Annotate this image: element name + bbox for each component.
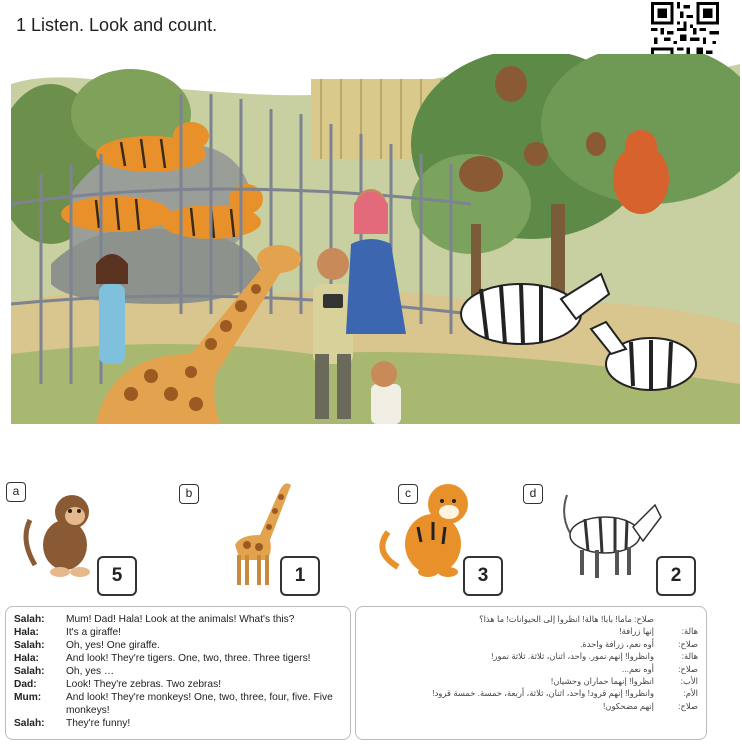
speaker: صلاح:: [678, 663, 698, 674]
line-text: Look! They're zebras. Two zebras!: [66, 679, 222, 690]
count-box-d[interactable]: 2: [656, 556, 696, 596]
dialogue-line: [364, 613, 698, 625]
speaker: الأب:: [680, 676, 698, 687]
zoo-scene-illustration: [11, 54, 740, 424]
line-text: وانظروا! إنهم نمور. واحد، اثنان، ثلاثة. ثلاثة نمور!: [491, 651, 654, 662]
page-title: 1 Listen. Look and count.: [16, 15, 218, 35]
line-text: Oh, yes! One giraffe.: [66, 640, 160, 651]
dialogue-line: [14, 665, 342, 678]
speaker: هالة:: [681, 651, 698, 662]
dialogue-line: [14, 626, 342, 639]
speaker: Salah:: [14, 614, 45, 625]
dialogue-english: [5, 606, 351, 740]
line-text: إنها زرافة!: [619, 626, 654, 637]
line-text: It's a giraffe!: [66, 627, 121, 638]
option-letter-d: d: [523, 484, 543, 504]
speaker: Hala:: [14, 653, 39, 664]
dialogue-line: [14, 717, 342, 730]
speaker: صلاح:: [678, 638, 698, 649]
dialogue-line: [364, 663, 698, 675]
speaker: [654, 613, 698, 625]
animal-options: [0, 470, 742, 595]
speaker: Mum:: [14, 692, 42, 703]
option-letter-b: b: [179, 484, 199, 504]
line-text: And look! They're tigers. One, two, three. Three tigers!: [66, 653, 311, 664]
line-text: إنهم مضحكون!: [602, 700, 654, 711]
line-text: صلاح: ماما! بابا! هالة! انظروا إلى الحيوانات! ما هذا؟: [479, 614, 654, 624]
option-letter-a: a: [6, 482, 26, 502]
dialogue-line: [364, 638, 698, 650]
line-text: They're funny!: [66, 718, 131, 729]
dialogue-line: [364, 625, 698, 637]
dialogue-line: [14, 652, 342, 665]
option-letter-c: c: [398, 484, 418, 504]
dialogue-line: [364, 650, 698, 662]
count-box-b[interactable]: 1: [280, 556, 320, 596]
dialogue-line: [364, 675, 698, 687]
zebra-icon: [555, 475, 665, 583]
line-text: And look! They're monkeys! One, two, three, four, five. Five monkeys!: [66, 692, 333, 716]
dialogue-line: [14, 639, 342, 652]
line-text: أوه نعم، زرافة واحدة.: [580, 638, 654, 649]
line-text: Oh, yes …: [66, 666, 115, 677]
dialogue-line: [364, 700, 698, 712]
speaker: Salah:: [14, 640, 45, 651]
line-text: أوه نعم...: [621, 663, 654, 674]
monkey-icon: [20, 480, 105, 580]
dialogue-arabic: [355, 606, 707, 740]
speaker: Hala:: [14, 627, 39, 638]
speaker: صلاح:: [678, 700, 698, 711]
speaker: Salah:: [14, 666, 45, 677]
line-text: وانظروا! إنهم قرود! واحد، اثنان، ثلاثة، أربعة، خمسة. خمسة قرود!: [432, 688, 654, 699]
speaker: Dad:: [14, 679, 37, 690]
speaker: Salah:: [14, 718, 45, 729]
line-text: انظروا! إنهما حماران وحشيان!: [550, 676, 654, 687]
count-box-c[interactable]: 3: [463, 556, 503, 596]
dialogue-line: [14, 613, 342, 626]
dialogue-line: [364, 687, 698, 699]
dialogue-line: [14, 691, 342, 717]
speaker: الأم:: [683, 688, 698, 699]
line-text: Mum! Dad! Hala! Look at the animals! What's this?: [66, 614, 295, 625]
dialogue-line: [14, 678, 342, 691]
speaker: هالة:: [681, 626, 698, 637]
count-box-a[interactable]: 5: [97, 556, 137, 596]
